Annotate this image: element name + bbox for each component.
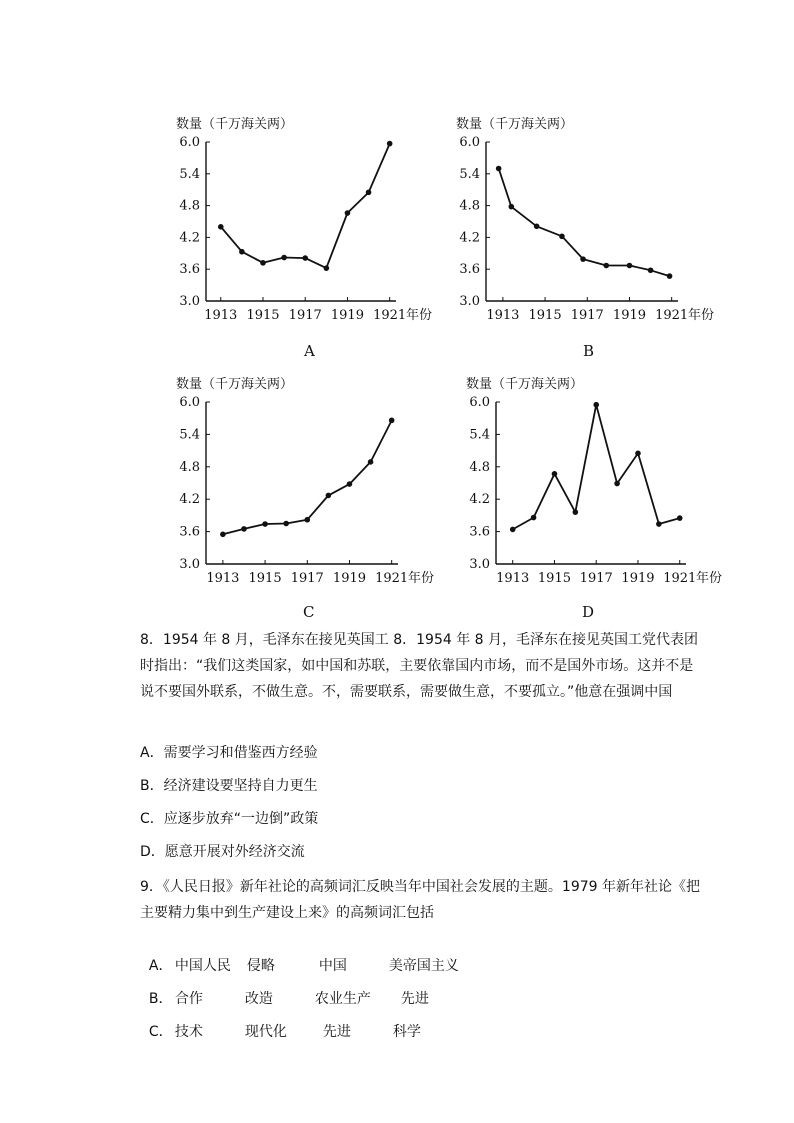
y-tick-label: 5.4	[179, 166, 200, 182]
y-tick-label: 4.2	[459, 230, 480, 246]
x-tick-label: 1917	[288, 308, 322, 323]
option-term: 侵略	[246, 958, 275, 974]
data-point	[345, 210, 351, 216]
option-term: 先进	[400, 991, 429, 1007]
x-tick-label: 1917	[579, 571, 613, 586]
data-point	[627, 263, 633, 269]
option-term: 美帝国主义	[388, 958, 459, 974]
x-axis-title: 年份	[688, 308, 715, 323]
chart-a-svg	[150, 108, 433, 333]
option-term: 技术	[174, 1024, 203, 1040]
y-tick-label: 3.0	[179, 294, 200, 309]
x-tick-label: 1913	[496, 571, 530, 586]
data-point	[302, 255, 308, 261]
y-tick-label: 5.4	[179, 427, 200, 443]
y-tick-label: 5.4	[459, 166, 480, 182]
data-point	[389, 418, 395, 424]
data-point	[218, 224, 224, 230]
y-tick-label: 4.8	[469, 459, 490, 475]
chart-d-label: D	[582, 603, 595, 621]
option-term: 中国人民	[174, 958, 231, 974]
y-tick-label: 3.0	[459, 294, 480, 309]
question-9-stem: 9．《人民日报》新年社论的高频词汇反映当年中国社会发展的主题。1979 年新年社论《把主要精力集中到生产建设上来》的高频词汇包括	[140, 879, 700, 921]
y-axis-title: 数量（千万海关两）	[176, 377, 294, 392]
y-tick-label: 3.0	[179, 557, 200, 572]
data-point	[559, 234, 565, 240]
chart-c-svg	[150, 368, 450, 593]
data-point	[593, 402, 599, 408]
data-point	[281, 255, 287, 261]
y-tick-label: 4.2	[179, 492, 200, 508]
y-axis-title: 数量（千万海关两）	[466, 377, 584, 392]
y-tick-label: 3.6	[179, 524, 200, 540]
option-term: 合作	[174, 991, 203, 1007]
data-point	[552, 471, 558, 477]
data-point	[260, 260, 266, 266]
data-point	[534, 223, 540, 229]
y-axis-title: 数量（千万海关两）	[176, 117, 294, 132]
question-8-option-c: C．应逐步放弃“一边倒”政策	[140, 811, 319, 827]
x-tick-label: 1919	[621, 571, 655, 586]
x-tick-label: 1915	[528, 308, 562, 323]
y-tick-label: 3.6	[469, 524, 490, 540]
x-tick-label: 1921	[655, 308, 689, 323]
data-point	[304, 517, 310, 523]
option-label: A．	[148, 958, 173, 974]
data-point	[262, 521, 268, 527]
x-tick-label: 1917	[290, 571, 324, 586]
chart-d-svg	[440, 368, 740, 593]
y-tick-label: 3.6	[179, 262, 200, 278]
y-tick-label: 5.4	[469, 427, 490, 443]
chart-c	[150, 368, 450, 593]
data-point	[580, 256, 586, 262]
y-tick-label: 6.0	[459, 135, 480, 150]
data-point	[220, 532, 226, 538]
data-point	[677, 515, 683, 521]
data-point	[603, 263, 609, 269]
y-tick-label: 3.6	[459, 262, 480, 278]
y-axis-title: 数量（千万海关两）	[456, 117, 574, 132]
y-tick-label: 6.0	[179, 395, 200, 410]
data-point	[648, 267, 654, 273]
chart-d	[440, 368, 740, 593]
x-tick-label: 1913	[206, 571, 240, 586]
chart-a	[150, 108, 433, 333]
data-point	[510, 527, 516, 533]
y-tick-label: 4.8	[179, 459, 200, 475]
y-tick-label: 3.0	[469, 557, 490, 572]
chart-c-label: C	[303, 603, 315, 621]
y-tick-label: 4.2	[469, 492, 490, 508]
data-point	[368, 459, 374, 465]
option-term: 科学	[392, 1024, 421, 1040]
data-point	[239, 249, 245, 255]
x-axis-title: 年份	[406, 308, 433, 323]
data-point	[667, 273, 673, 279]
chart-b-label: B	[583, 342, 595, 360]
x-tick-label: 1915	[537, 571, 572, 586]
x-axis-title: 年份	[408, 571, 435, 586]
question-8-option-d: D．愿意开展对外经济交流	[140, 844, 305, 860]
chart-b-svg	[430, 108, 730, 333]
question-8-stem: 8．1954 年 8 月，毛泽东在接见英国工 8．1954 年 8 月，毛泽东在接见英国工党代表团时指出：“我们这类国家，如中国和苏联，主要依靠国内市场，而不是国外市场。这并不是说不要国外联系，不做生意。不，需要联系，需要做生意，不要孤立。”他意在强调中国	[140, 632, 699, 700]
x-tick-label: 1919	[612, 308, 647, 323]
option-term: 先进	[322, 1024, 351, 1040]
y-tick-label: 6.0	[469, 395, 490, 410]
data-point	[496, 166, 502, 172]
option-term: 现代化	[244, 1024, 287, 1040]
x-tick-label: 1915	[248, 571, 282, 586]
x-axis-title: 年份	[696, 571, 723, 586]
data-point	[656, 521, 662, 527]
option-term: 改造	[244, 991, 273, 1007]
question-9-option-c	[140, 1002, 421, 1042]
data-point	[326, 493, 332, 499]
y-tick-label: 4.8	[459, 198, 480, 214]
chart-a-label: A	[304, 342, 315, 360]
data-point	[614, 481, 620, 487]
x-tick-label: 1913	[486, 308, 520, 323]
y-tick-label: 4.8	[179, 198, 200, 214]
data-point	[509, 204, 515, 210]
data-point	[531, 515, 537, 521]
y-tick-label: 6.0	[179, 135, 200, 150]
x-tick-label: 1917	[570, 308, 604, 323]
x-tick-label: 1915	[246, 308, 280, 323]
question-8-option-a: A．需要学习和借鉴西方经验	[140, 745, 318, 761]
data-point	[347, 481, 353, 487]
x-tick-label: 1921	[375, 571, 409, 586]
chart-b	[430, 108, 730, 333]
data-point	[635, 451, 641, 457]
x-tick-label: 1921	[663, 571, 697, 586]
option-term: 中国	[318, 958, 347, 974]
data-point	[573, 509, 579, 515]
question-8-option-b: B．经济建设要坚持自力更生	[140, 778, 318, 794]
option-term: 农业生产	[314, 991, 371, 1007]
data-point	[241, 526, 247, 532]
x-tick-label: 1919	[332, 571, 367, 586]
series-line	[513, 405, 680, 530]
option-label: B．	[148, 991, 173, 1007]
data-point	[387, 141, 393, 147]
data-point	[366, 190, 372, 196]
y-tick-label: 4.2	[179, 230, 200, 246]
series-line	[221, 144, 390, 269]
x-tick-label: 1921	[373, 308, 407, 323]
option-label: C．	[148, 1024, 173, 1040]
data-point	[324, 265, 330, 271]
x-tick-label: 1919	[330, 308, 364, 323]
data-point	[283, 521, 289, 527]
x-tick-label: 1913	[204, 308, 238, 323]
